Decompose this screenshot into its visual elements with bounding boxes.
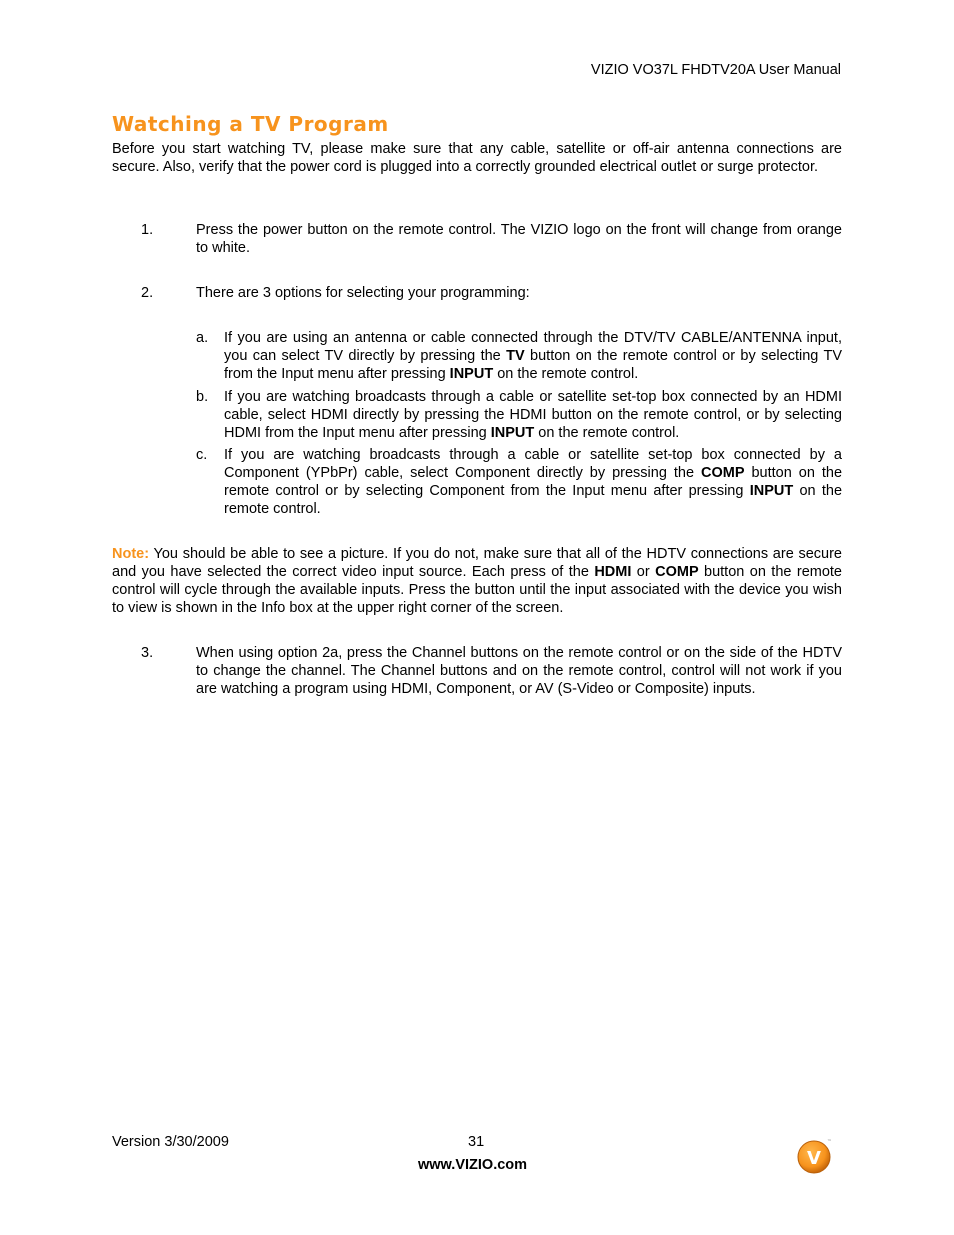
input-button-term: INPUT (449, 366, 494, 382)
vizio-logo (796, 1137, 834, 1175)
hdmi-button-term: HDMI (594, 564, 632, 580)
logo-letter: V (807, 1148, 821, 1169)
step-2 (112, 284, 842, 304)
intro-paragraph: Before you start watching TV, please make sure that any cable, satellite or off-air antenna connections are secure. Also, verify that the power cord is plugged into a correctly grounded electrical outlet or surge protector. (112, 141, 842, 175)
step-text: When using option 2a, press the Channel buttons on the remote control or on the side of the HDTV to change the channel. The Channel buttons and on the remote control, control will not work if you are watching a program using HDMI, Component, or AV (S-Video or Composite) inputs. (196, 645, 842, 697)
comp-button-term: COMP (655, 564, 699, 580)
option-letter: b. (196, 389, 209, 405)
step-3 (112, 644, 842, 724)
option-letter: a. (196, 330, 209, 346)
footer-version: Version 3/30/2009 (112, 1134, 229, 1150)
note-label: Note: (112, 546, 150, 562)
input-button-term: INPUT (749, 483, 794, 499)
header-title: VIZIO VO37L FHDTV20A User Manual (590, 62, 841, 78)
page-number: 31 (468, 1134, 485, 1150)
step-number: 3. (141, 645, 154, 661)
comp-button-term: COMP (701, 465, 745, 481)
tv-button-term: TV (506, 348, 525, 364)
step-text: There are 3 options for selecting your programming: (196, 285, 530, 301)
note-paragraph: Note: You should be able to see a picture. If you do not, make sure that all of the HDTV connections are secure and you have selected the correct video input source. Each press of the HDMI or COMP button on the remote control will cycle through the available inputs. Press the button until the input associated with the device you wish to view is shown in the Info box at the upper right corner of the screen. (112, 546, 843, 616)
input-button-term: INPUT (490, 425, 535, 441)
logo-trademark: ™ (827, 1139, 832, 1145)
option-letter: c. (196, 447, 208, 463)
step-number: 1. (141, 222, 154, 238)
step-1 (112, 221, 842, 261)
step-number: 2. (141, 285, 154, 301)
option-text: If you are watching broadcasts through a cable or satellite set-top box connected by an HDMI cable, select HDMI directly by pressing the HDMI button on the remote control, or by selecting HDMI from the Input menu after pressing INPUT on the remote control. (224, 389, 842, 441)
section-title: Watching a TV Program (112, 112, 389, 136)
step-text: Press the power button on the remote control. The VIZIO logo on the front will change from orange to white. (196, 222, 842, 256)
option-text: If you are using an antenna or cable connected through the DTV/TV CABLE/ANTENNA input, you can select TV directly by pressing the TV button on the remote control or by selecting TV from the Input menu after pressing INPUT on the remote control. (224, 330, 842, 382)
footer-url[interactable]: www.VIZIO.com (418, 1157, 528, 1173)
option-text: If you are watching broadcasts through a cable or satellite set-top box connected by a Component (YPbPr) cable, select Component directly by pressing the COMP button on the remote control or by selecting Component from the Input menu after pressing INPUT on the remote control. (224, 447, 843, 517)
